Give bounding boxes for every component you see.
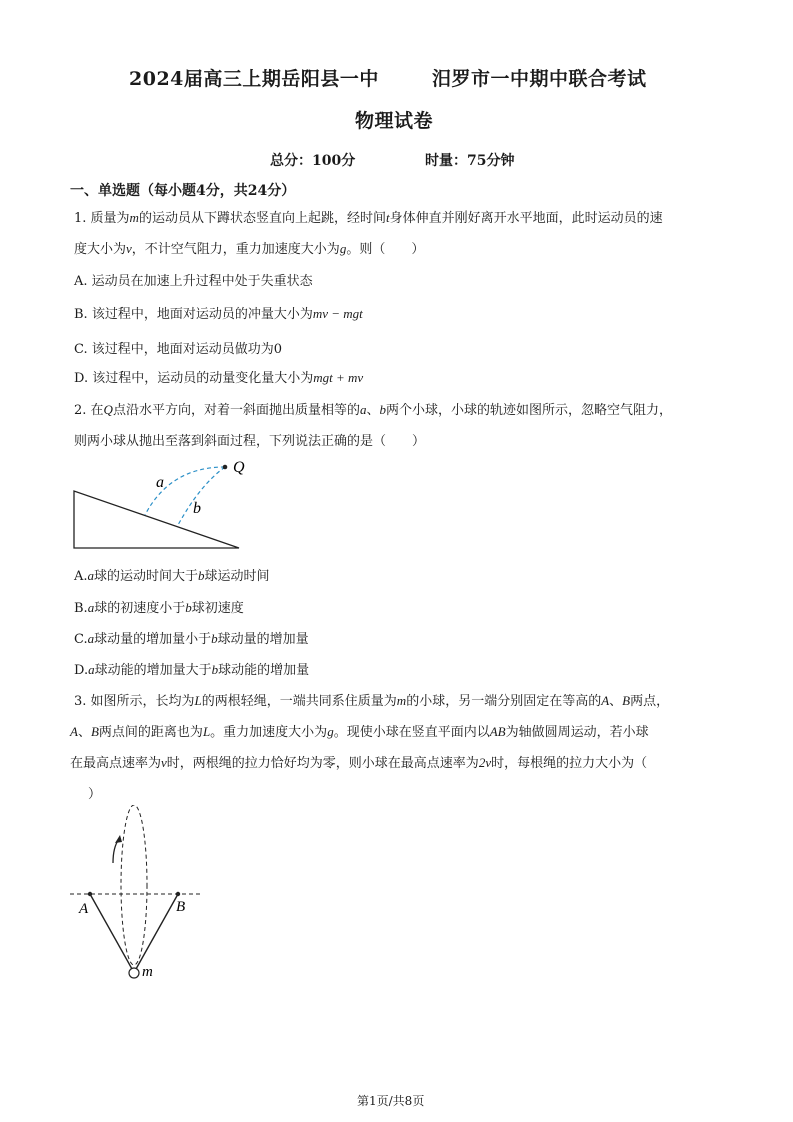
q3-text: 的两根轻绳，一端共同系住质量为 xyxy=(201,694,397,709)
var-a: a xyxy=(87,600,95,615)
var-m: m xyxy=(396,693,407,708)
q1-option-d xyxy=(74,367,363,386)
option-text: D. 该过程中，运动员的动量变化量大小为 xyxy=(74,371,314,386)
q3-line4: ） xyxy=(88,787,102,802)
var-b: b xyxy=(211,631,218,646)
q3-line3 xyxy=(70,752,647,771)
var-A: A xyxy=(601,693,610,708)
var-B: B xyxy=(90,724,99,739)
circular-path xyxy=(121,805,147,965)
label-b: b xyxy=(193,500,201,517)
option-expr: mv − mgt xyxy=(312,306,363,321)
var-b: b xyxy=(185,600,192,615)
option-text: 球的初速度小于 xyxy=(94,601,186,616)
option-text: B. 该过程中，地面对运动员的冲量大小为 xyxy=(74,307,313,322)
var-Q: Q xyxy=(103,402,113,417)
q2-option-b xyxy=(74,597,244,616)
exam-time: 时量：75分钟 xyxy=(425,153,515,169)
var-t: t xyxy=(385,210,390,225)
incline-triangle xyxy=(74,491,239,548)
option-text: 球初速度 xyxy=(191,601,244,616)
subject-title: 物理试卷 xyxy=(355,110,434,132)
q2-line2: 则两小球从抛出至落到斜面过程，下列说法正确的是（ ） xyxy=(74,434,426,449)
q3-text: 、 xyxy=(77,725,91,740)
q3-text: 为轴做圆周运动，若小球 xyxy=(505,725,649,740)
q2-option-d xyxy=(74,659,309,678)
q3-text: 、 xyxy=(609,694,623,709)
q3-text: 两点， xyxy=(630,694,670,709)
option-label: B. xyxy=(74,601,88,616)
var-a: a xyxy=(87,631,95,646)
q1-text: 的运动员从下蹲状态竖直向上起跳，经时间 xyxy=(138,211,386,226)
var-2v: 2v xyxy=(478,755,492,770)
option-text: 球运动时间 xyxy=(204,569,270,584)
var-g: g xyxy=(327,724,334,739)
option-label: C. xyxy=(74,632,88,647)
q1-line1 xyxy=(74,207,663,226)
var-v: v xyxy=(126,241,132,256)
q2-option-a xyxy=(74,565,270,584)
q2-option-c xyxy=(74,628,309,647)
q1-line2 xyxy=(74,238,424,257)
q1-option-b xyxy=(74,303,363,322)
var-b: b xyxy=(379,402,386,417)
total-score: 总分：100分 xyxy=(270,153,356,169)
var-AB: AB xyxy=(489,724,506,739)
var-a: a xyxy=(88,662,95,677)
q1-text: 身体伸直并刚好离开水平地面，此时运动员的速 xyxy=(389,211,663,226)
rope-A xyxy=(90,894,132,969)
q3-text: 的小球，另一端分别固定在等高的 xyxy=(406,694,602,709)
var-g: g xyxy=(339,241,347,256)
option-label: A. xyxy=(74,569,88,584)
q1-option-c: C. 该过程中，地面对运动员做功为0 xyxy=(74,342,283,357)
ball-m xyxy=(129,968,139,978)
rotation-arrow-icon xyxy=(115,835,122,843)
option-text: 球动能的增加量 xyxy=(218,663,310,678)
label-B: B xyxy=(176,899,186,915)
q3-text: 在最高点速率为 xyxy=(70,756,162,771)
option-label: D. xyxy=(74,663,89,678)
var-A: A xyxy=(70,724,78,739)
page-number: 第1页/共8页 xyxy=(357,1094,425,1108)
q3-text: 两点间的距离也为 xyxy=(98,725,203,740)
var-a: a xyxy=(87,568,95,583)
q3-figure xyxy=(65,805,215,985)
option-text: 球动量的增加量 xyxy=(217,632,309,647)
var-b: b xyxy=(211,662,219,677)
var-m: m xyxy=(129,210,139,225)
var-v: v xyxy=(161,755,167,770)
q3-text: 。现使小球在竖直平面内以 xyxy=(333,725,490,740)
q2-text: 、 xyxy=(366,403,380,418)
var-b: b xyxy=(198,568,205,583)
q1-text: ，不计空气阻力，重力加速度大小为 xyxy=(131,242,340,257)
q2-line1 xyxy=(74,399,672,418)
q1-text: 1. 质量为 xyxy=(74,211,130,226)
label-A: A xyxy=(79,901,89,917)
title-right: 汨罗市一中期中联合考试 xyxy=(432,68,647,90)
q3-text: 时，每根绳的拉力大小为（ xyxy=(491,756,648,771)
var-L: L xyxy=(194,693,202,708)
point-B xyxy=(176,892,180,896)
title-left: 2024届高三上期岳阳县一中 xyxy=(129,68,379,90)
q2-text: 两个小球，小球的轨迹如图所示，忽略空气阻力， xyxy=(385,403,672,418)
option-text: 球动能的增加量大于 xyxy=(94,663,212,678)
var-B: B xyxy=(622,693,631,708)
q2-figure xyxy=(70,455,260,555)
var-L: L xyxy=(202,724,211,739)
q1-option-a: A. 运动员在加速上升过程中处于失重状态 xyxy=(74,274,313,289)
q3-text: 时，两根绳的拉力恰好均为零，则小球在最高点速率为 xyxy=(166,756,479,771)
q3-text: 。重力加速度大小为 xyxy=(210,725,328,740)
label-Q: Q xyxy=(233,459,245,476)
option-expr: mgt + mv xyxy=(313,370,364,385)
point-A xyxy=(88,892,92,896)
q3-line2 xyxy=(70,721,649,740)
rope-B xyxy=(136,894,178,969)
option-text: 球的运动时间大于 xyxy=(94,569,199,584)
q2-text: 点沿水平方向，对着一斜面抛出质量相等的 xyxy=(112,403,360,418)
trajectory-b xyxy=(178,467,225,525)
q1-text: 。则（ ） xyxy=(346,242,425,257)
point-Q xyxy=(223,465,228,470)
section-heading: 一、单选题（每小题4分，共24分） xyxy=(70,183,296,199)
q3-line1 xyxy=(74,690,669,709)
option-text: 球动量的增加量小于 xyxy=(94,632,212,647)
q2-text: 2. 在 xyxy=(74,403,104,418)
q3-text: 3. 如图所示，长均为 xyxy=(74,694,195,709)
var-a: a xyxy=(359,402,367,417)
label-m: m xyxy=(142,964,153,980)
label-a: a xyxy=(156,474,164,491)
q1-text: 度大小为 xyxy=(74,242,127,257)
